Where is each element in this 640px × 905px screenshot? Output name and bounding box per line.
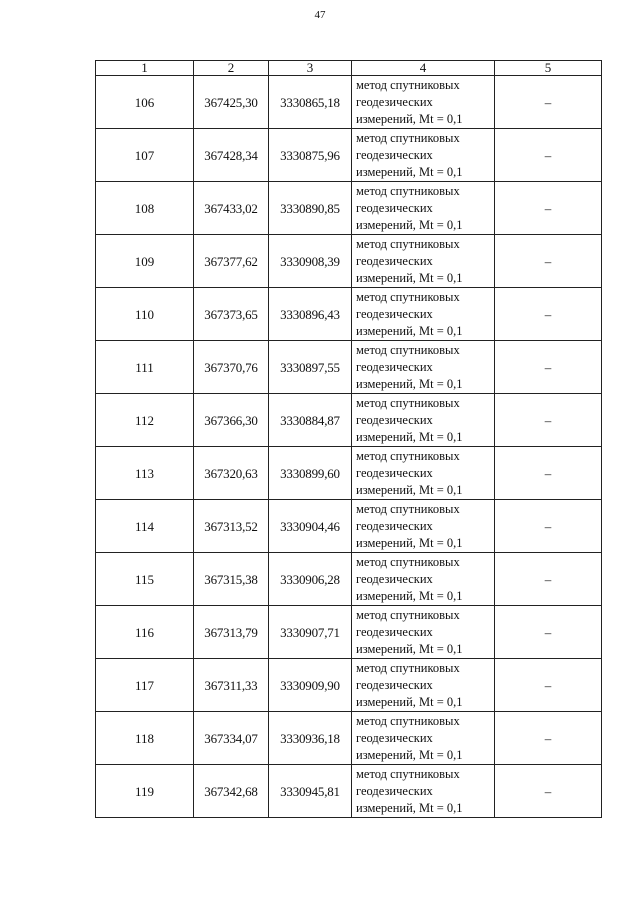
method-line: геодезических (356, 253, 433, 268)
method-line: геодезических (356, 624, 433, 639)
method-cell (352, 394, 495, 447)
header-col-4: 4 (352, 61, 495, 76)
y-coordinate-cell: 3330896,43 (269, 288, 352, 341)
method-line: метод спутниковых (356, 554, 460, 569)
note-cell: – (495, 553, 602, 606)
x-coordinate-cell: 367425,30 (194, 76, 269, 129)
note-cell: – (495, 712, 602, 765)
method-cell (352, 712, 495, 765)
x-coordinate-cell: 367366,30 (194, 394, 269, 447)
header-col-1: 1 (96, 61, 194, 76)
point-number-cell: 108 (96, 182, 194, 235)
x-coordinate-cell: 367313,52 (194, 500, 269, 553)
table-row (96, 447, 602, 500)
method-cell (352, 659, 495, 712)
table-row (96, 288, 602, 341)
table-row (96, 394, 602, 447)
method-line: метод спутниковых (356, 501, 460, 516)
method-line: геодезических (356, 412, 433, 427)
method-line: метод спутниковых (356, 236, 460, 251)
header-col-2: 2 (194, 61, 269, 76)
method-line: измерений, Mt = 0,1 (356, 588, 463, 603)
method-line: геодезических (356, 200, 433, 215)
point-number-cell: 116 (96, 606, 194, 659)
point-number-cell: 107 (96, 129, 194, 182)
method-line: геодезических (356, 465, 433, 480)
method-line: метод спутниковых (356, 448, 460, 463)
method-line: геодезических (356, 518, 433, 533)
y-coordinate-cell: 3330897,55 (269, 341, 352, 394)
point-number-cell: 106 (96, 76, 194, 129)
method-cell (352, 447, 495, 500)
note-cell: – (495, 288, 602, 341)
header-row (96, 61, 602, 76)
note-cell: – (495, 76, 602, 129)
method-line: измерений, Mt = 0,1 (356, 482, 463, 497)
method-cell (352, 606, 495, 659)
method-cell (352, 76, 495, 129)
table-row (96, 235, 602, 288)
point-number-cell: 117 (96, 659, 194, 712)
point-number-cell: 119 (96, 765, 194, 818)
method-line: метод спутниковых (356, 713, 460, 728)
table-row (96, 606, 602, 659)
point-number-cell: 109 (96, 235, 194, 288)
x-coordinate-cell: 367320,63 (194, 447, 269, 500)
table-body (96, 76, 602, 818)
table-row (96, 341, 602, 394)
table-row (96, 76, 602, 129)
y-coordinate-cell: 3330945,81 (269, 765, 352, 818)
x-coordinate-cell: 367315,38 (194, 553, 269, 606)
note-cell: – (495, 129, 602, 182)
note-cell: – (495, 341, 602, 394)
coordinates-table (95, 60, 602, 818)
method-line: измерений, Mt = 0,1 (356, 111, 463, 126)
point-number-cell: 113 (96, 447, 194, 500)
x-coordinate-cell: 367313,79 (194, 606, 269, 659)
x-coordinate-cell: 367377,62 (194, 235, 269, 288)
point-number-cell: 114 (96, 500, 194, 553)
method-line: геодезических (356, 677, 433, 692)
method-cell (352, 341, 495, 394)
method-line: геодезических (356, 730, 433, 745)
point-number-cell: 118 (96, 712, 194, 765)
note-cell: – (495, 765, 602, 818)
note-cell: – (495, 659, 602, 712)
note-cell: – (495, 394, 602, 447)
method-line: метод спутниковых (356, 342, 460, 357)
table-row (96, 765, 602, 818)
note-cell: – (495, 182, 602, 235)
method-line: геодезических (356, 94, 433, 109)
table-row (96, 500, 602, 553)
method-line: измерений, Mt = 0,1 (356, 800, 463, 815)
y-coordinate-cell: 3330890,85 (269, 182, 352, 235)
method-line: метод спутниковых (356, 395, 460, 410)
note-cell: – (495, 500, 602, 553)
header-col-5: 5 (495, 61, 602, 76)
table-header (96, 61, 602, 76)
method-line: метод спутниковых (356, 130, 460, 145)
method-line: измерений, Mt = 0,1 (356, 376, 463, 391)
method-line: измерений, Mt = 0,1 (356, 429, 463, 444)
x-coordinate-cell: 367373,65 (194, 288, 269, 341)
x-coordinate-cell: 367433,02 (194, 182, 269, 235)
x-coordinate-cell: 367370,76 (194, 341, 269, 394)
method-cell (352, 182, 495, 235)
header-col-3: 3 (269, 61, 352, 76)
note-cell: – (495, 606, 602, 659)
method-cell (352, 129, 495, 182)
method-line: метод спутниковых (356, 183, 460, 198)
point-number-cell: 110 (96, 288, 194, 341)
table-row (96, 182, 602, 235)
y-coordinate-cell: 3330906,28 (269, 553, 352, 606)
y-coordinate-cell: 3330936,18 (269, 712, 352, 765)
method-line: метод спутниковых (356, 766, 460, 781)
table-row (96, 553, 602, 606)
method-line: геодезических (356, 306, 433, 321)
method-line: измерений, Mt = 0,1 (356, 641, 463, 656)
method-line: метод спутниковых (356, 289, 460, 304)
y-coordinate-cell: 3330865,18 (269, 76, 352, 129)
method-line: геодезических (356, 359, 433, 374)
method-line: метод спутниковых (356, 77, 460, 92)
method-line: геодезических (356, 147, 433, 162)
table-row (96, 659, 602, 712)
point-number-cell: 115 (96, 553, 194, 606)
y-coordinate-cell: 3330884,87 (269, 394, 352, 447)
y-coordinate-cell: 3330907,71 (269, 606, 352, 659)
method-line: измерений, Mt = 0,1 (356, 694, 463, 709)
note-cell: – (495, 447, 602, 500)
method-line: измерений, Mt = 0,1 (356, 535, 463, 550)
method-cell (352, 553, 495, 606)
x-coordinate-cell: 367428,34 (194, 129, 269, 182)
method-cell (352, 235, 495, 288)
method-line: измерений, Mt = 0,1 (356, 270, 463, 285)
y-coordinate-cell: 3330908,39 (269, 235, 352, 288)
point-number-cell: 112 (96, 394, 194, 447)
x-coordinate-cell: 367342,68 (194, 765, 269, 818)
table-row (96, 129, 602, 182)
table-row (96, 712, 602, 765)
method-cell (352, 765, 495, 818)
method-line: метод спутниковых (356, 660, 460, 675)
method-cell (352, 288, 495, 341)
method-line: измерений, Mt = 0,1 (356, 164, 463, 179)
page-number: 47 (314, 9, 326, 21)
method-line: измерений, Mt = 0,1 (356, 747, 463, 762)
y-coordinate-cell: 3330904,46 (269, 500, 352, 553)
y-coordinate-cell: 3330875,96 (269, 129, 352, 182)
y-coordinate-cell: 3330909,90 (269, 659, 352, 712)
method-line: геодезических (356, 783, 433, 798)
method-cell (352, 500, 495, 553)
method-line: геодезических (356, 571, 433, 586)
x-coordinate-cell: 367334,07 (194, 712, 269, 765)
method-line: измерений, Mt = 0,1 (356, 323, 463, 338)
y-coordinate-cell: 3330899,60 (269, 447, 352, 500)
note-cell: – (495, 235, 602, 288)
method-line: метод спутниковых (356, 607, 460, 622)
point-number-cell: 111 (96, 341, 194, 394)
x-coordinate-cell: 367311,33 (194, 659, 269, 712)
method-line: измерений, Mt = 0,1 (356, 217, 463, 232)
